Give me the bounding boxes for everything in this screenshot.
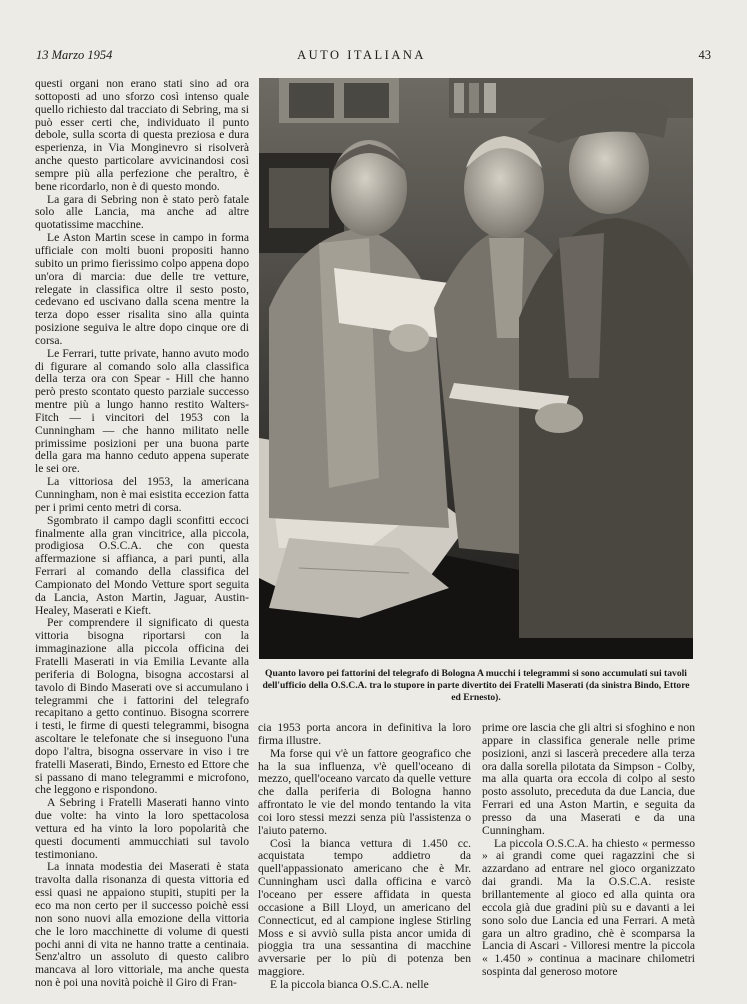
- photo-illustration: [259, 78, 693, 659]
- issue-date: 13 Marzo 1954: [36, 48, 113, 62]
- page-header: [36, 48, 711, 64]
- paragraph: prime ore lascia che gli altri si sfoghino e non appare in classifica generale nelle prime posizioni, anzi si lascerà precedere alla terza ora dalla sorella pilotata da Simpson - Colby, ma alla quarta ora eccola di colpo al sesto posto assoluto, preceduta da due Lancia, due Ferrari ed una Aston Martin, e seguita da presso da una Maserati e da una Cunningham.: [482, 721, 695, 837]
- paragraph: Sgombrato il campo dagli sconfitti eccoci finalmente alla gran vincitrice, alla piccola, prodigiosa O.S.C.A. che con questa affermazione si affianca, a pari punti, alla Ferrari al comando della classifica del Campionato del Mondo Vetture sport seguita da Lancia, Aston Martin, Jaguar, Austin-Healey, Maserati e Kieft.: [35, 513, 249, 617]
- paragraph: Le Ferrari, tutte private, hanno avuto modo di figurare al comando solo alla classifica della terza ora con Spear - Hill che hanno però presto scontato questo parziale successo mentre più a lungo hanno restito Walters-Fitch — i vincitori del 1953 con la Cunningham — che hanno militato nelle primissime posizioni per una buona parte della gara ma hanno ceduto appena superate le sei ore.: [35, 346, 249, 476]
- paragraph: La gara di Sebring non è stato però fatale solo alle Lancia, ma anche ad altre quotatissime macchine.: [35, 192, 249, 232]
- text-column-middle: [258, 722, 471, 992]
- photo-caption: Quanto lavoro pei fattorini del telegrafo di Bologna A mucchi i telegrammi si sono accumulati sui tavoli dell'ufficio della O.S.C.A. tra lo stupore in parte divertito dei Fratelli Maserati (da sinistra Bindo, Ettore ed Ernesto).: [262, 668, 690, 703]
- paragraph: Così la bianca vettura di 1.450 cc. acquistata tempo addietro da quell'appassionato americano che è Mr. Cunningham uscì dalla officina e varcò l'oceano per essere affidata in questa occasione a Bill Lloyd, un americano del Connecticut, ed al campione inglese Stirling Moss e si avviò sulla pista ancor umida di pioggia tra una sessantina di macchine avversarie per lo più di potenza ben maggiore.: [258, 836, 471, 979]
- paragraph: La innata modestia dei Maserati è stata travolta dalla risonanza di questa vittoria ed essi quasi ne appaiono stupiti, stupiti per la eco ma non certo per il successo poichè essi non sono nuovi alla emozione della vittoria che le loro macchinette di volume di questi pochi anni di vita ne hanno tratte a centinaia. Senz'altro un assoluto di questo calibro mancava al loro vittoriale, ma anche questa non è poi una novità poichè il Giro di Fran-: [35, 860, 249, 990]
- text-column-right: [482, 722, 695, 979]
- photograph-maserati-brothers: [259, 78, 693, 659]
- page-number: 43: [698, 48, 711, 62]
- paragraph: cia 1953 porta ancora in definitiva la loro firma illustre.: [258, 721, 471, 747]
- paragraph: Per comprendere il significato di questa vittoria bisogna riportarsi con la immaginazione alla piccola officina dei Fratelli Maserati in via Emilia Levante alla periferia di Bologna, bisogna accostarsi al tavolo di Bindo Maserati ove si accumulano i telegrammi che i fattorini del telegrafo recapitano a getto continuo. Bisogna scorrere i testi, le firme di questi telegrammi, bisogna ascoltare le telefonate che si inseguono l'una dopo l'altra, bisogna osservare in viso i tre fratelli Maserati, Bindo, Ernesto ed Ettore che si passano di mano telegrammi e microfono, che leggono e rispondono.: [35, 616, 249, 797]
- paragraph: Ma forse qui v'è un fattore geografico che ha la sua influenza, v'è quell'oceano di mezzo, quell'oceano varcato da quelle vetture che dalla periferia di Bologna hanno affrontato le vie del mondo tentando la vita coi loro stessi mezzi senza più l'assistenza o l'aiuto paterno.: [258, 746, 471, 837]
- paragraph: E la piccola bianca O.S.C.A. nelle: [270, 977, 429, 991]
- paragraph: A Sebring i Fratelli Maserati hanno vinto due volte: ha vinto la loro spettacolosa vettura ed ha vinto la loro popolarità che questi documenti ammucchiati sul tavolo testimoniano.: [35, 796, 249, 861]
- paragraph: La piccola O.S.C.A. ha chiesto « permesso » ai grandi come quei ragazzini che si azzardano ad entrare nel gioco organizzato dai grandi. Ma la O.S.C.A. resiste brillantemente al gioco ed alla quinta ora eccola già due gradini più su e davanti a lei sono solo due Lancia ed una Ferrari. A metà gara un altro gradino, chè è scomparsa la Lancia di Ascari - Villoresi mentre la piccola « 1.450 » continua a macinare chilometri sospinta dal generoso motore: [482, 836, 695, 979]
- paragraph: Le Aston Martin scese in campo in forma ufficiale con molti buoni propositi hanno subito un primo fierissimo colpo appena dopo un'ora di marcia: due delle tre vetture, relegate in classifica oltre il sesto posto, cedevano ed uscivano dalla scena mentre la terza dopo esser risalita sino alla quinta posizione seguiva le altre dopo cinque ore di corsa.: [35, 231, 249, 347]
- text-column-left: [35, 78, 249, 990]
- paragraph: La vittoriosa del 1953, la americana Cunningham, non è mai esistita eccezion fatta per i primi cento metri di corsa.: [35, 475, 249, 514]
- magazine-title: AUTO ITALIANA: [297, 48, 426, 62]
- paragraph: questi organi non erano stati sino ad ora sottoposti ad uno sforzo così intenso quale quello richiesto dal tracciato di Sebring, ma si può esser certi che, individuato il punto debole, sulla scorta di questa preziosa e dura esperienza, in Via Monginevro si risolverà anche questo particolare avvicinandosi così sempre più alla perfezione che peraltro, è bene ricordarlo, non è di questo mondo.: [35, 77, 249, 193]
